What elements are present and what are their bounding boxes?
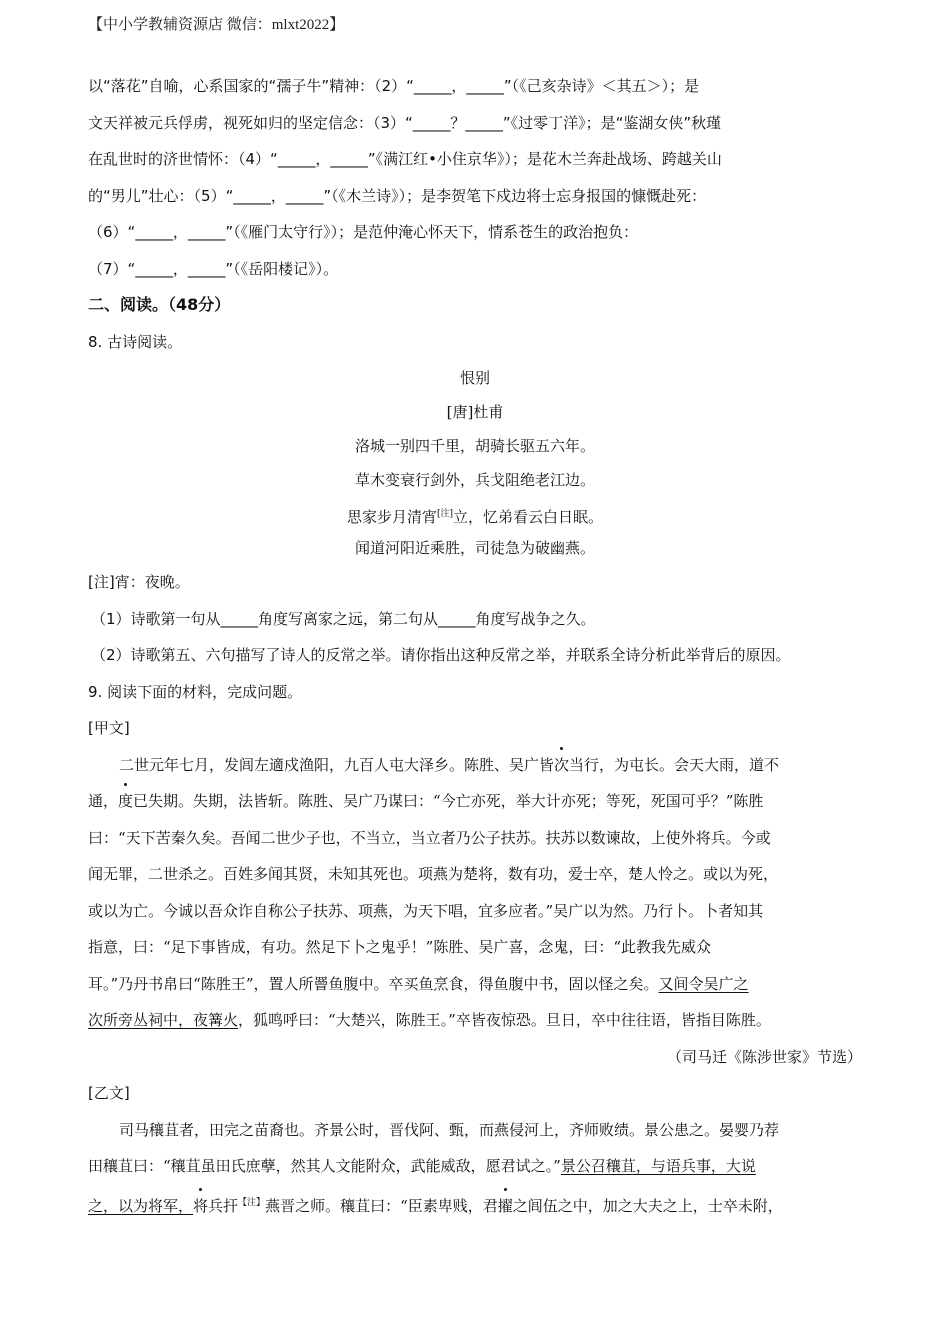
text-span: 耳。”乃丹书帛曰“陈胜王”，置人所罾鱼腹中。卒买鱼烹食，得鱼腹中书，固以怪之矣。 xyxy=(88,974,659,993)
passage-line xyxy=(88,1006,862,1043)
text-span: ，狐鸣呼曰：“大楚兴，陈胜王。”卒皆夜惊恐。旦日，卒中往往语，皆指目陈胜。 xyxy=(238,1011,771,1029)
text-span: 田穰苴曰：“穰苴虽田氏庶孽，然其人文能附众，武能威敌，愿君试之。” xyxy=(88,1157,561,1175)
passage-line xyxy=(88,787,862,824)
sub-question-1: （1）诗歌第一句从_____角度写离家之远，第二句从_____角度写战争之久。 xyxy=(91,609,596,628)
poem-line: 闻道河阳近乘胜，司徒急为破幽燕。 xyxy=(354,539,595,557)
poem-line: 草木变衰行剑外，兵戈阻绝老江边。 xyxy=(354,471,595,489)
poem-line: 洛城一别四千里，胡骑长驱五六年。 xyxy=(354,437,595,455)
underlined-text: 又间令吴广之 xyxy=(658,974,749,993)
passage-label: [甲文] xyxy=(88,719,130,737)
poem-line-part: 立，忆弟看云白日眠。 xyxy=(453,508,604,526)
text-span: 通， xyxy=(88,792,119,810)
poem-author: [唐]杜甫 xyxy=(446,403,504,421)
text-line: 以“落花”自喻，心系国家的“孺子牛”精神：（2）“_____，_____”（《己亥杂诗》＜其五＞）；是 xyxy=(88,77,700,95)
text-span: 之闾伍之中，加之大夫之上，士卒未附， xyxy=(512,1196,783,1215)
passage-line: 或以为亡。今诚以吾众诈自称公子扶苏、项燕，为天下唱，宜多应者。”吴广以为然。乃行卜。卜者知其 xyxy=(88,901,764,920)
sub-question-2: （2）诗歌第五、六句描写了诗人的反常之举。请你指出这种反常之举，并联系全诗分析此举背后的原因。 xyxy=(91,646,791,664)
passage-line: 指意，曰：“足下事皆成，有功。然足下卜之鬼乎！”陈胜、吴广喜，念鬼，曰：“此教我先威众 xyxy=(88,938,712,956)
text-span: 二世元年七月，发闾左適戍渔阳，九百人屯大泽乡。陈胜、吴广皆 xyxy=(119,755,555,774)
text-line: 的“男儿”壮心：（5）“_____，_____”（《木兰诗》）；是李贺笔下戍边将士忘身报国的慷慨赴死： xyxy=(88,186,707,205)
poem-line xyxy=(88,500,862,534)
underlined-text: 次所旁丛祠中，夜篝火 xyxy=(88,1011,239,1029)
text-line: 在乱世时的济世情怀：（4）“_____，_____”《满江红•小住京华》）；是花木兰奔赴战场、跨越关山 xyxy=(88,150,722,168)
passage-line: 司马穰苴者，田完之苗裔也。齐景公时，晋伐阿、甄，而燕侵河上，齐师败绩。景公患之。晏婴乃荐 xyxy=(119,1120,780,1139)
underlined-text: 景公召穰苴，与语兵事，大说 xyxy=(560,1157,756,1175)
document-body xyxy=(88,72,862,1225)
page-header: 【中小学教辅资源店 微信：mlxt2022】 xyxy=(88,17,345,33)
dotted-char: 将 xyxy=(193,1192,208,1220)
passage-source: （司马迁《陈涉世家》节选） xyxy=(666,1047,862,1066)
note-marker: 【注】 xyxy=(238,1197,266,1208)
poem-line-part: 思家步月清宵 xyxy=(346,508,437,526)
text-span: 当行，为屯长。会天大雨，道不 xyxy=(569,755,780,774)
dotted-char: 擢 xyxy=(498,1192,513,1220)
poem-title: 恨别 xyxy=(459,369,490,387)
passage-label: [乙文] xyxy=(88,1084,130,1102)
passage-line: 曰：“天下苦秦久矣。吾闻二世少子也，不当立，当立者乃公子扶苏。扶苏以数谏故，上使外将兵。今或 xyxy=(88,828,771,847)
section-title: 二、阅读。（48分） xyxy=(88,295,231,314)
poem-note: [注]宵：夜晚。 xyxy=(88,573,190,591)
question-9-label: 9. 阅读下面的材料，完成问题。 xyxy=(88,682,303,701)
note-marker: [注] xyxy=(436,509,454,519)
text-line: （7）“_____，_____”（《岳阳楼记》）。 xyxy=(88,259,339,278)
text-span: 燕晋之师。穰苴曰：“臣素卑贱，君 xyxy=(265,1196,498,1215)
passage-line xyxy=(88,751,862,788)
text-span: 已失期。失期，法皆斩。陈胜、吴广乃谋曰：“今亡亦死，举大计亦死；等死，死国可乎？”陈胜 xyxy=(133,792,764,810)
question-8-label: 8. 古诗阅读。 xyxy=(88,332,183,351)
text-span: 兵扞 xyxy=(208,1196,239,1215)
passage-line xyxy=(88,1152,862,1189)
text-line: 文天祥被元兵俘虏，视死如归的坚定信念：（3）“_____？_____”《过零丁洋》；是“鉴湖女侠”秋瑾 xyxy=(88,113,722,132)
passage-line: 闻无罪，二世杀之。百姓多闻其贤，未知其死也。项燕为楚将，数有功，爱士卒，楚人怜之。或以为死， xyxy=(88,865,779,883)
passage-line xyxy=(88,970,862,1007)
underlined-text: 之，以为将军， xyxy=(88,1196,194,1215)
dotted-char: 度 xyxy=(118,787,133,815)
text-line: （6）“_____，_____”（《雁门太守行》）；是范仲淹心怀天下，情系苍生的政治抱负： xyxy=(88,223,639,241)
passage-line xyxy=(88,1189,862,1226)
dotted-char: 次 xyxy=(554,751,569,779)
